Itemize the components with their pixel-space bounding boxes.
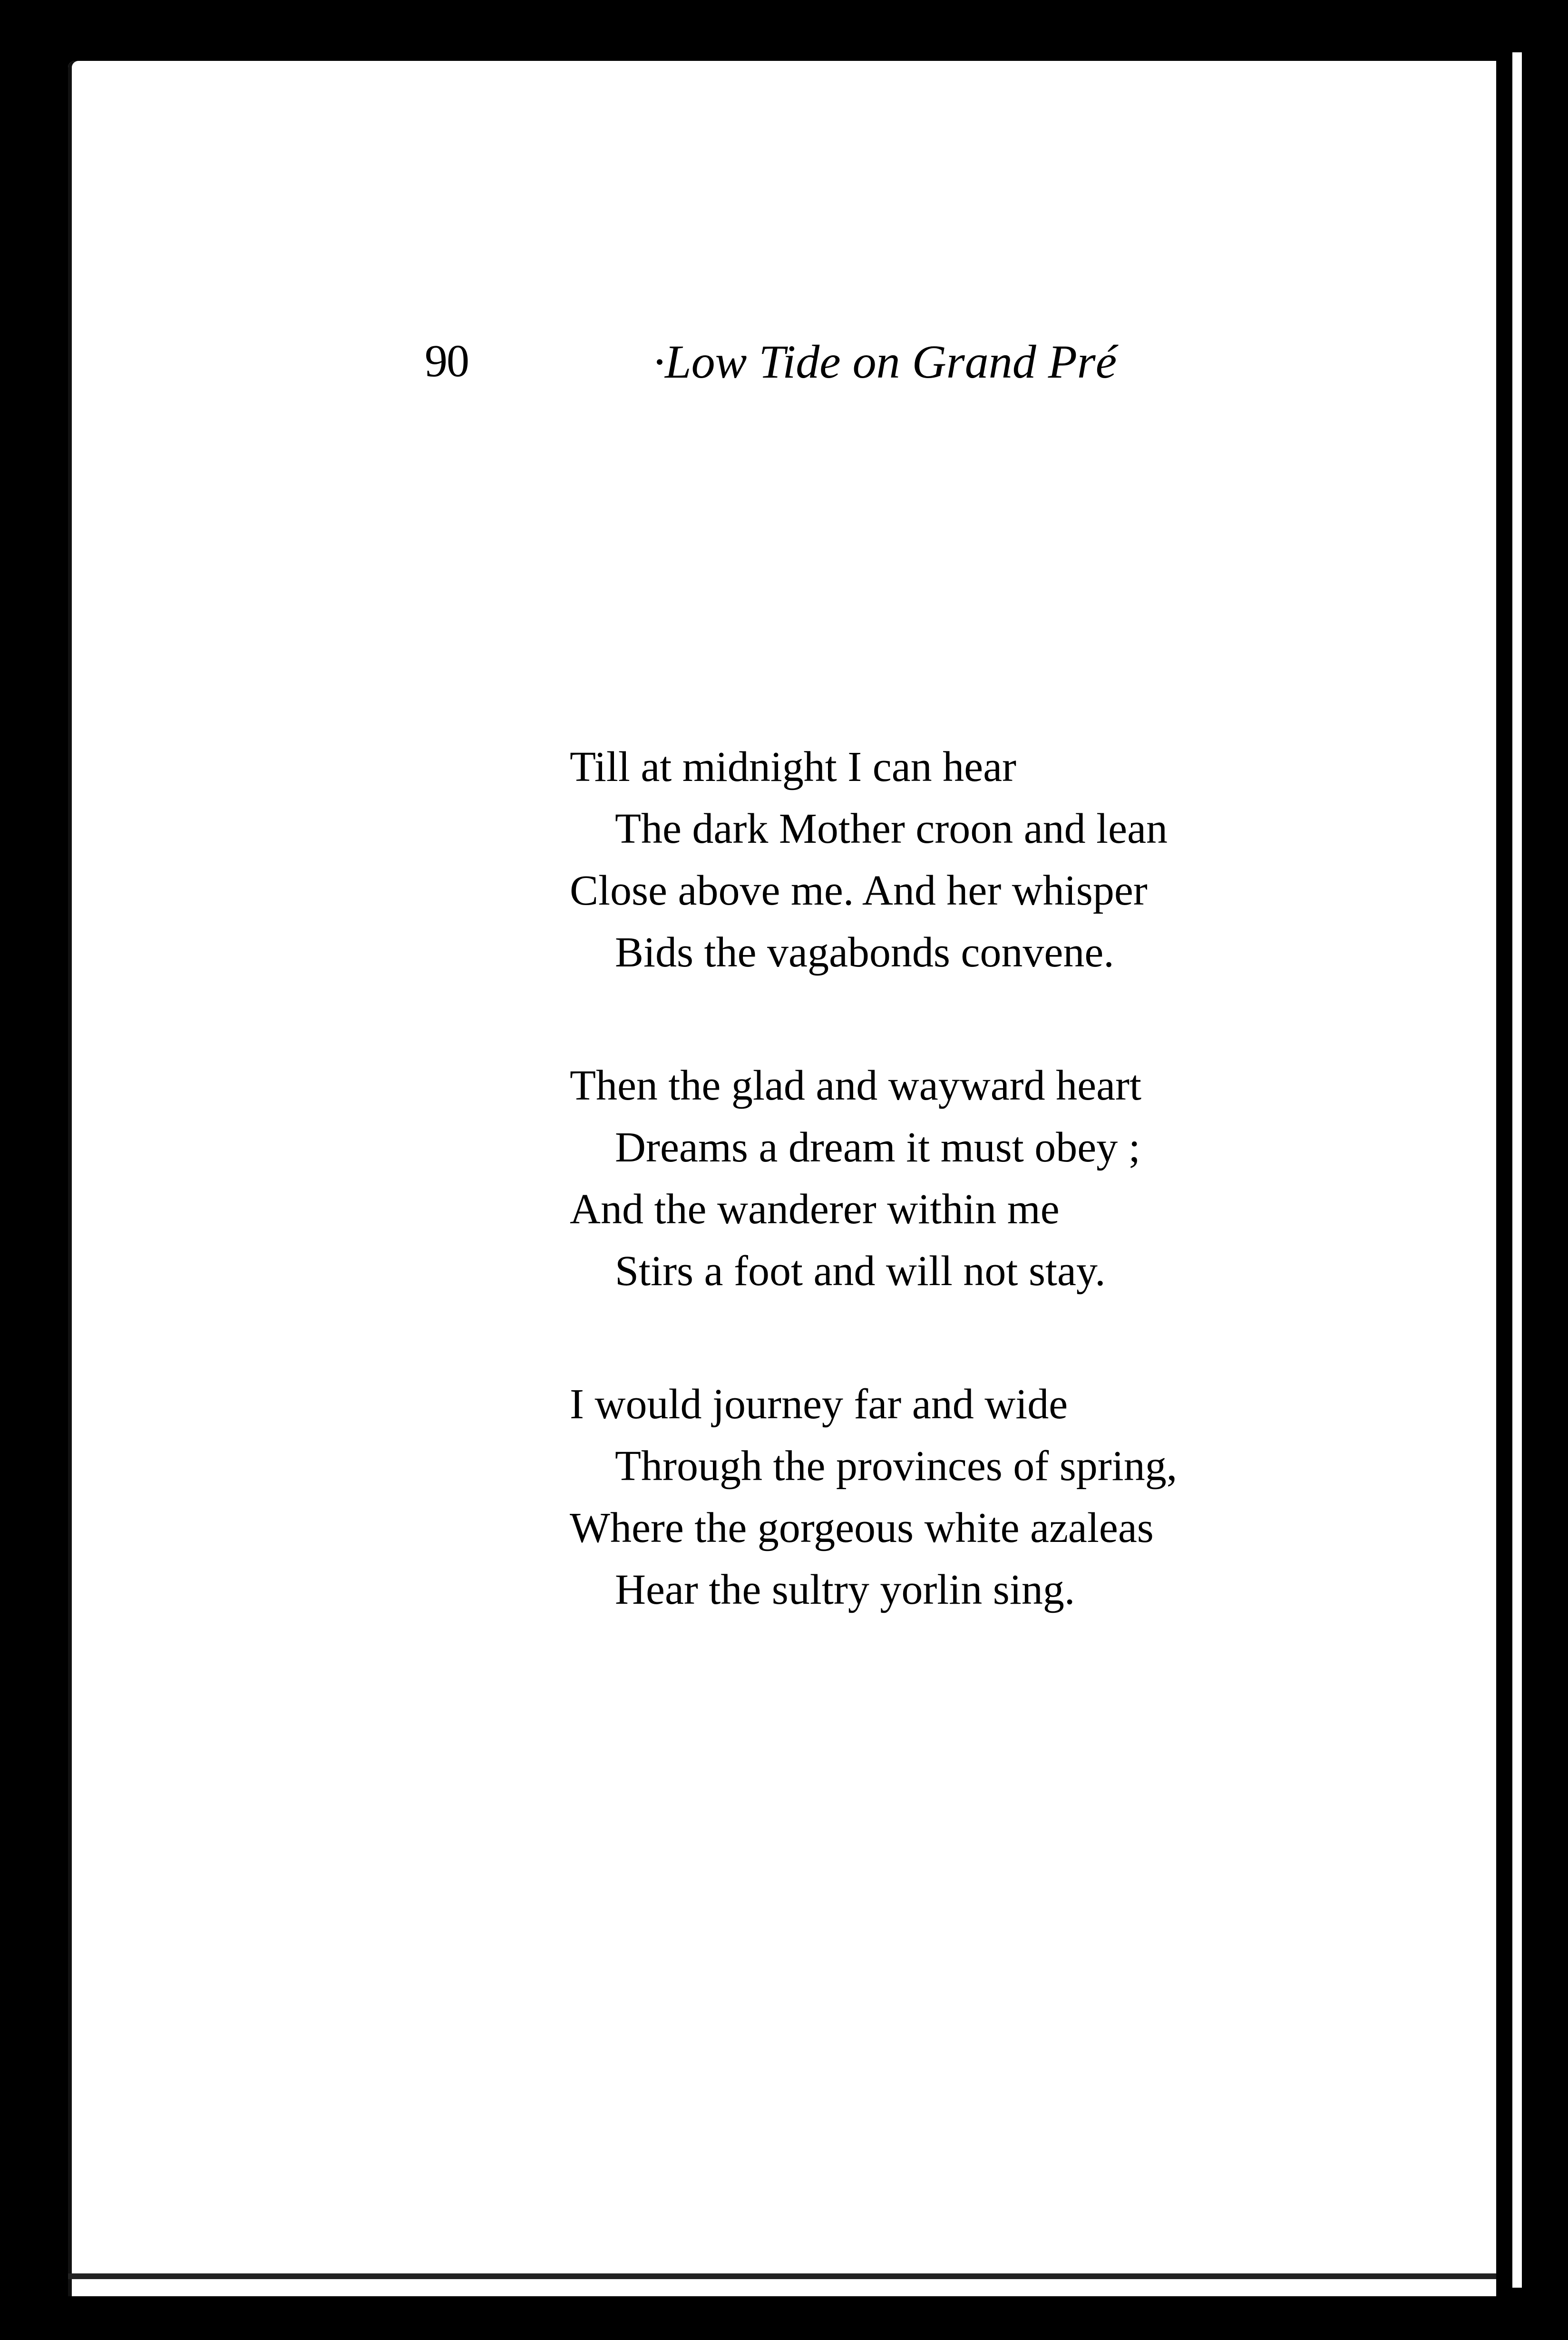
stanza-1 — [570, 736, 1283, 984]
poem-line: Stirs a foot and will not stay. — [615, 1248, 1106, 1295]
poem-line: Then the glad and wayward heart — [570, 1062, 1141, 1109]
book-page — [68, 61, 1496, 2296]
poem-line: I would journey far and wide — [570, 1381, 1068, 1428]
page-bottom-shadow — [68, 2273, 1496, 2279]
stanza-2 — [570, 1055, 1283, 1302]
adjacent-page-edge — [1512, 52, 1522, 2288]
poem-line: Hear the sultry yorlin sing. — [615, 1566, 1075, 1613]
page-number: 90 — [425, 335, 468, 386]
poem-line: And the wanderer within me — [570, 1186, 1060, 1233]
poem-line: Where the gorgeous white azaleas — [570, 1504, 1154, 1551]
stanza-3 — [570, 1374, 1283, 1621]
poem-line: Through the provinces of spring, — [615, 1443, 1178, 1490]
running-title: ·Low Tide on Grand Pré — [653, 335, 1117, 388]
poem-line: The dark Mother croon and lean — [615, 805, 1168, 852]
poem-line: Bids the vagabonds convene. — [615, 929, 1114, 976]
poem-line: Dreams a dream it must obey ; — [615, 1124, 1140, 1171]
page-header — [425, 334, 1233, 401]
poem-line: Close above me. And her whisper — [570, 867, 1148, 914]
poem-body — [570, 736, 1283, 1692]
poem-line: Till at midnight I can hear — [570, 743, 1017, 790]
